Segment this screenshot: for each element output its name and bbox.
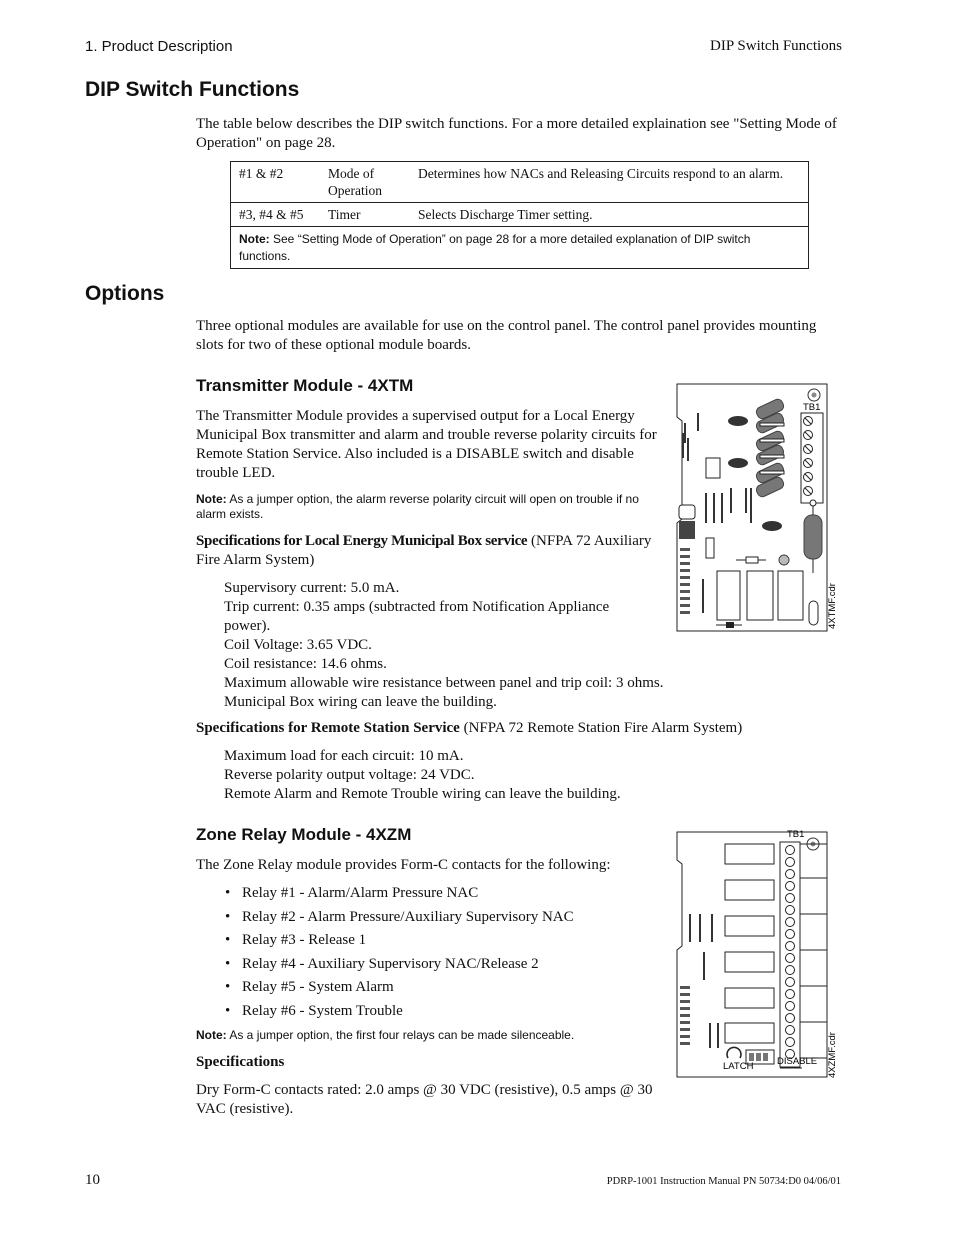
- note-label: Note:: [239, 232, 270, 246]
- zone-relay-title: Zone Relay Module - 4XZM: [196, 825, 412, 844]
- spec-item: power).: [224, 618, 271, 634]
- figure-file-label: 4XTMF.cdr: [827, 583, 838, 629]
- footer-doc-info: PDRP-1001 Instruction Manual PN 50734:D0 04/06/01: [606, 1176, 841, 1187]
- table-row: [231, 162, 809, 203]
- spec-heading-rest: (NFPA 72 Remote Station Fire Alarm System): [459, 720, 743, 736]
- options-title: Options: [85, 282, 165, 305]
- list-item: • Relay #5 - System Alarm: [196, 978, 574, 1002]
- transmitter-spec2-list: [224, 747, 694, 804]
- spec-item: Coil resistance: 14.6 ohms.: [224, 656, 387, 672]
- note-text: As a jumper option, the alarm reverse polarity circuit will open on trouble if no alarm exists.: [196, 492, 639, 521]
- zone-relay-spec-title: [196, 1053, 284, 1072]
- table-note: [231, 227, 809, 269]
- transmitter-title: Transmitter Module - 4XTM: [196, 376, 414, 395]
- relay-list: [196, 884, 574, 1025]
- note-label: Note:: [196, 492, 227, 506]
- table-cell-switch: #1 & #2: [231, 162, 321, 203]
- zone-relay-board-figure: [676, 830, 836, 1080]
- spec-heading-bold: Specifications for Local Energy Municipal Box service: [196, 533, 528, 549]
- transmitter-note: [196, 492, 666, 522]
- tb1-label: TB1: [803, 402, 821, 413]
- spec-heading-rest: (NFPA 72 Auxiliary Fire Alarm System): [196, 533, 652, 568]
- transmitter-board-figure: [676, 383, 836, 633]
- dip-section-title: DIP Switch Functions: [85, 78, 300, 101]
- spec-item: Trip current: 0.35 amps (subtracted from Notification Appliance: [224, 599, 610, 615]
- tb1-label: TB1: [787, 829, 805, 840]
- table-cell-name: Mode of Operation: [320, 162, 410, 203]
- spec-item: Coil Voltage: 3.65 VDC.: [224, 637, 372, 653]
- table-cell-description: Selects Discharge Timer setting.: [410, 203, 809, 227]
- list-item: • Relay #1 - Alarm/Alarm Pressure NAC: [196, 884, 574, 908]
- transmitter-spec2-heading: [196, 719, 846, 738]
- running-header-section: 1. Product Description: [85, 38, 233, 55]
- zone-relay-spec-text: Dry Form-C contacts rated: 2.0 amps @ 30 VDC (resistive), 0.5 amps @ 30 VAC (resistive).: [196, 1082, 653, 1117]
- dip-switch-table: [230, 161, 809, 269]
- spec-heading-bold: Specifications for Remote Station Service: [196, 720, 460, 736]
- zone-relay-note: [196, 1028, 666, 1043]
- note-text: See “Setting Mode of Operation” on page 28 for a more detailed explanation of DIP switch functions.: [239, 232, 751, 263]
- spec-item: Supervisory current: 5.0 mA.: [224, 580, 400, 596]
- table-cell-switch: #3, #4 & #5: [231, 203, 321, 227]
- transmitter-spec1-list: [224, 579, 694, 712]
- list-item: • Relay #4 - Auxiliary Supervisory NAC/Release 2: [196, 955, 574, 979]
- options-intro: Three optional modules are available for use on the control panel. The control panel provides mounting slots for two of these optional module boards.: [196, 318, 817, 353]
- transmitter-body: The Transmitter Module provides a supervised output for a Local Energy Municipal Box transmitter and alarm and trouble reverse polarity circuits for Remote Station Service. Also included is a DISABLE switch and disable trouble LED.: [196, 408, 657, 481]
- spec-item: Reverse polarity output voltage: 24 VDC.: [224, 767, 475, 783]
- note-label: Note:: [196, 1028, 227, 1042]
- figure-file-label: 4XZMF.cdr: [827, 1032, 838, 1078]
- spec-item: Remote Alarm and Remote Trouble wiring can leave the building.: [224, 786, 621, 802]
- disable-label: DISABLE: [777, 1056, 818, 1067]
- spec-item: Maximum allowable wire resistance between panel and trip coil: 3 ohms.: [224, 675, 664, 691]
- spec-item: Municipal Box wiring can leave the building.: [224, 694, 497, 710]
- transmitter-spec1-heading: [196, 532, 674, 570]
- zone-relay-body: The Zone Relay module provides Form-C contacts for the following:: [196, 857, 611, 873]
- table-note-row: [231, 227, 809, 269]
- list-item: • Relay #3 - Release 1: [196, 931, 574, 955]
- table-row: [231, 203, 809, 227]
- note-text: As a jumper option, the first four relays can be made silenceable.: [226, 1028, 575, 1042]
- running-header-title: DIP Switch Functions: [710, 38, 842, 54]
- page-number: 10: [85, 1172, 100, 1188]
- spec-item: Maximum load for each circuit: 10 mA.: [224, 748, 464, 764]
- dip-section-intro: The table below describes the DIP switch functions. For a more detailed explaination see "Setting Mode of Operation" on page 28.: [196, 116, 837, 151]
- table-cell-name: Timer: [320, 203, 410, 227]
- spec-title-bold: Specifications: [196, 1054, 285, 1070]
- latch-label: LATCH: [723, 1061, 754, 1072]
- list-item: • Relay #6 - System Trouble: [196, 1002, 574, 1026]
- table-cell-description: Determines how NACs and Releasing Circuits respond to an alarm.: [410, 162, 809, 203]
- list-item: • Relay #2 - Alarm Pressure/Auxiliary Supervisory NAC: [196, 908, 574, 932]
